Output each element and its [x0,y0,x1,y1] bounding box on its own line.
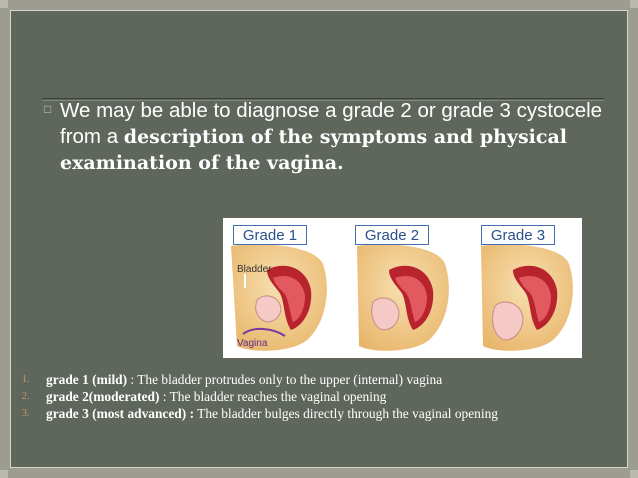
frame-corner-top-right [630,0,638,8]
cystocele-grades-figure [223,218,582,358]
list-number: 3. [22,408,30,419]
list-item-bold: grade 1 (mild) [46,372,128,387]
grade-2-anatomy [357,244,449,350]
grade-3-anatomy [481,244,573,350]
bullet-bold-text: description of the symptoms and physical examination of the vagina. [60,126,567,174]
grade-1-label: Grade 1 [233,225,307,245]
bullet-icon: □ [44,102,52,116]
frame-corner-bottom-right [630,470,638,478]
list-number: 1. [22,374,30,385]
list-item [22,405,622,422]
main-bullet-text [60,98,605,176]
list-item-text: The bladder bulges directly through the vaginal opening [194,406,498,421]
list-item-bold: grade 3 (most advanced) : [46,406,195,421]
bullet-plain-text: We may be able to diagnose a grade 2 or grade 3 cystocele from a [60,99,603,148]
grade-list [22,371,622,422]
frame-corner-bottom-left [0,470,8,478]
list-number: 2. [22,391,30,402]
list-item-text: : The bladder reaches the vaginal opening [159,389,387,404]
grade-1-anatomy [231,244,327,350]
frame-corner-top-left [0,0,8,8]
list-item-bold: grade 2(moderated) [46,389,160,404]
grade-2-label: Grade 2 [355,225,429,245]
list-item [22,388,622,405]
grade-3-label: Grade 3 [481,225,555,245]
vagina-label: Vagina [237,338,268,349]
bladder-label: Bladder [237,264,272,275]
list-item [22,371,622,388]
list-item-text: : The bladder protrudes only to the upper (internal) vagina [127,372,443,387]
